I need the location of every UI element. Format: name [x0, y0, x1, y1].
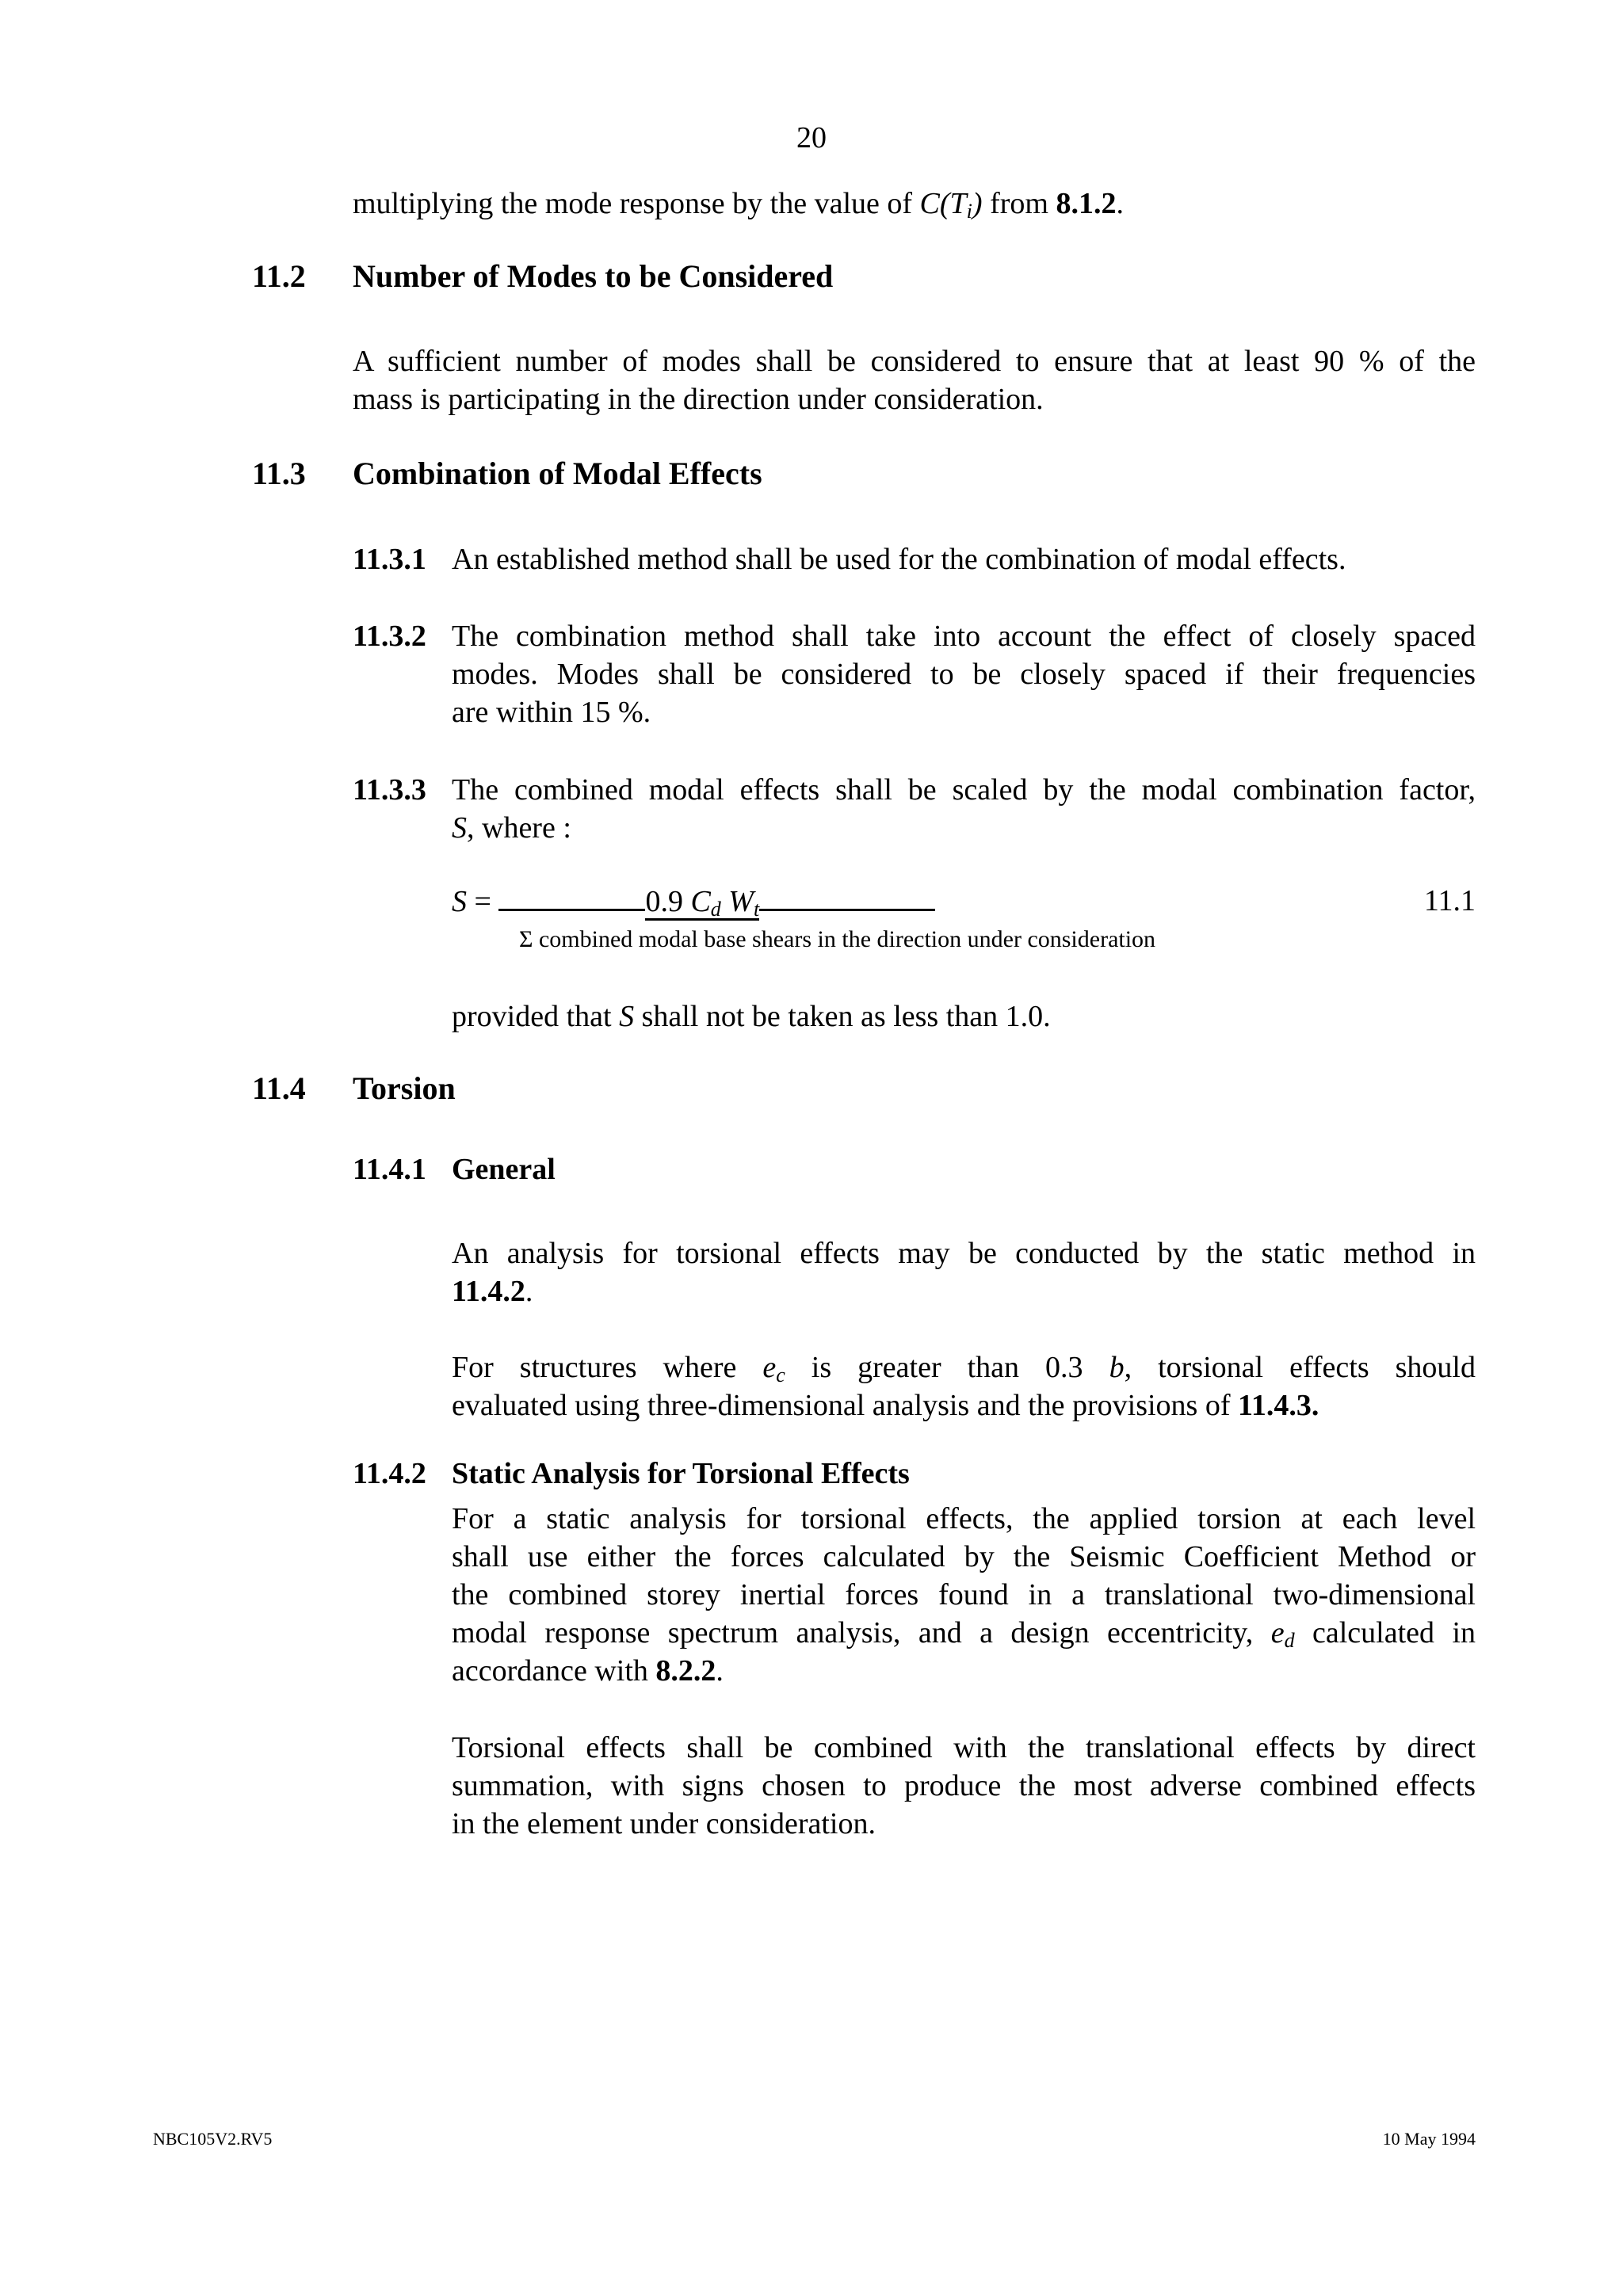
page-number: 20: [796, 121, 827, 154]
formula-numerator: S = 0.9 $C_d$ $W_t$: [452, 882, 1476, 921]
function-c-ti: $C(T_i)$: [919, 187, 983, 223]
clause-number-11-3-2: 11.3.2: [353, 620, 426, 653]
section-title-11-2: Number of Modes to be Considered: [353, 258, 834, 294]
clause-number-11-3-1: 11.3.1: [353, 543, 426, 576]
static-paragraph-1: For a static analysis for torsional effects, the applied torsion at each level shall use either the forces calculated by the Seismic Coefficient Method or the combined storey inertial forces found in a translational two-dimensional modal response spectrum analysis, and a design eccentricity, $e_d$ calculated in accordance with 8.2.2.: [452, 1502, 1476, 1688]
text-line: A sufficient number of modes shall be considered to ensure that at least 90 % of the: [353, 345, 1476, 378]
ref-8-1-2: 8.1.2: [1056, 187, 1117, 220]
text-line: mass is participating in the direction under consideration.: [353, 383, 1044, 416]
clause-text-11-3-1: An established method shall be used for the combination of modal effects.: [452, 543, 1346, 576]
clause-number-11-4-2: 11.4.2: [353, 1457, 426, 1490]
fraction-bar-left: [498, 882, 645, 911]
footer-doc-id: NBC105V2.RV5: [153, 2129, 273, 2149]
clause-title-11-4-2: Static Analysis for Torsional Effects: [452, 1457, 910, 1490]
equation-number: 11.1: [1423, 884, 1476, 917]
general-paragraph-1: An analysis for torsional effects may be conducted by the static method in 11.4.2.: [452, 1237, 1476, 1308]
section-title-11-4: Torsion: [353, 1070, 456, 1106]
clause-number-11-3-3: 11.3.3: [353, 773, 426, 807]
intro-line: multiplying the mode response by the value of $C(T_i)$ from 8.1.2.: [353, 187, 1124, 223]
clause-title-11-4-1: General: [452, 1153, 556, 1186]
section-number-11-4: 11.4: [252, 1070, 306, 1106]
clause-text-11-3-3: The combined modal effects shall be scaled by the modal combination factor, S, where :: [452, 773, 1476, 845]
clause-text-11-3-2: The combination method shall take into account the effect of closely spaced modes. Modes shall be considered to be closely spaced if their frequencies are within 15 %.: [452, 620, 1476, 729]
clause-number-11-4-1: 11.4.1: [353, 1153, 426, 1186]
section-number-11-2: 11.2: [252, 258, 306, 294]
s11-2-paragraph: [353, 342, 1476, 418]
section-title-11-3: Combination of Modal Effects: [353, 456, 762, 491]
section-number-11-3: 11.3: [252, 456, 306, 491]
fraction-numerator: 0.9 $C_d$ $W_t$: [645, 885, 760, 921]
general-paragraph-2: For structures where $e_c$ is greater than 0.3 b, torsional effects should evaluated using three-dimensional analysis and the provisions of 11.4.3.: [452, 1351, 1476, 1422]
static-paragraph-2: Torsional effects shall be combined with the translational effects by direct summation, with signs chosen to produce the most adverse combined effects in the element under consideration.: [452, 1731, 1476, 1840]
formula-denominator: Σ combined modal base shears in the direction under consideration: [519, 926, 1156, 952]
formula-lhs-s: S: [452, 885, 467, 918]
footer-date: 10 May 1994: [1382, 2129, 1476, 2149]
provided-that-line: provided that S shall not be taken as less than 1.0.: [452, 1000, 1051, 1033]
fraction-bar-right: [759, 882, 935, 911]
